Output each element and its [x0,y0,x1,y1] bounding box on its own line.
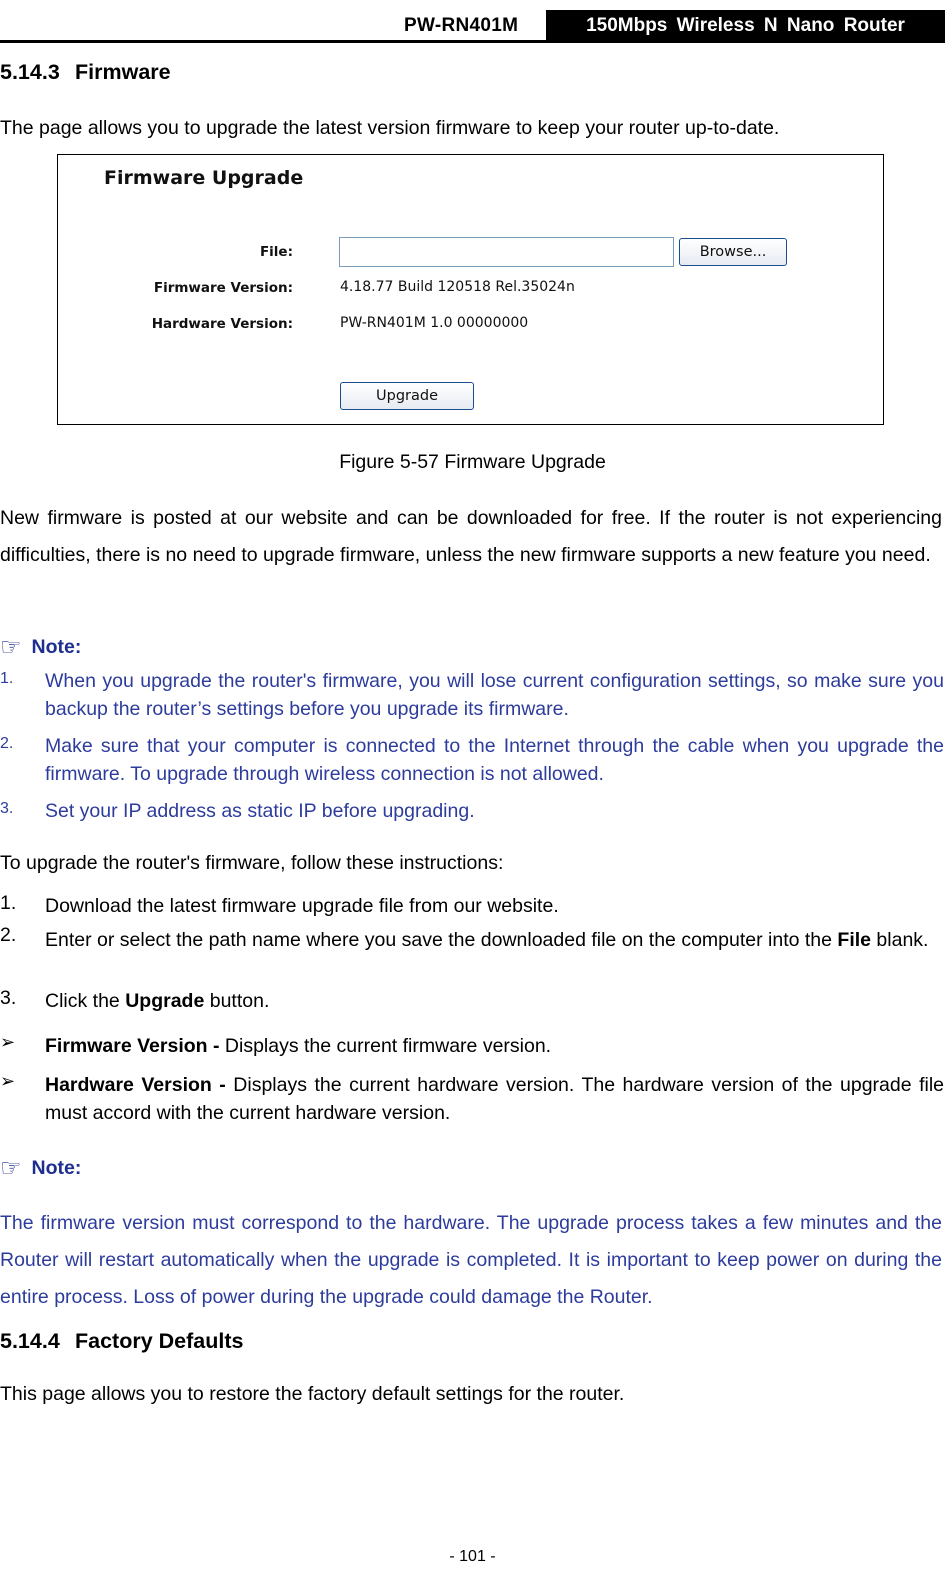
header-rule [0,40,945,43]
header-product: 150Mbps Wireless N Nano Router [546,10,945,41]
section-intro: This page allows you to restore the factory default settings for the router. [0,1383,625,1405]
file-emphasis: File [837,929,872,951]
hardware-version-value: PW-RN401M 1.0 00000000 [340,315,529,331]
upgrade-button[interactable]: Upgrade [340,382,474,410]
firmware-version-value: 4.18.77 Build 120518 Rel.35024n [340,279,575,295]
section-number: 5.14.4 [0,1329,60,1353]
section-heading-firmware [0,60,171,85]
paragraph-new-firmware: New firmware is posted at our website and can be downloaded for free. If the router is not experiencing difficulties, there is no need to upgrade firmware, unless the new firmware supports a new feature you need. [0,507,942,566]
hardware-version-label: Hardware Version: [151,316,293,332]
section-title: Factory Defaults [75,1329,244,1353]
note-paragraph: The firmware version must correspond to the hardware. The upgrade process takes a few minutes and the Router will restart automatically when the upgrade is completed. It is important to keep power on during the entire process. Loss of power during the upgrade could damage the Router. [0,1212,942,1308]
note-item-text: Make sure that your computer is connected to the Internet through the cable when you upgrade the firmware. To upgrade through wireless connection is not allowed. [45,735,944,785]
note-item-number: 1. [0,670,14,687]
instruction-step [0,892,944,920]
instruction-step [0,987,944,1015]
section-title: Firmware [75,60,171,84]
page-number: - 101 - [449,1548,496,1565]
instruction-step [0,924,944,957]
browse-button[interactable]: Browse... [679,238,787,266]
note-item-text: Set your IP address as static IP before upgrading. [45,800,475,822]
note-item [0,797,944,825]
definition-term: Firmware Version - [45,1035,225,1057]
arrow-bullet-icon: ➢ [0,1032,16,1052]
step-text: Download the latest firmware upgrade file from our website. [45,895,559,917]
definition-item [0,1032,944,1060]
step-text: Click the Upgrade button. [45,990,270,1012]
upgrade-emphasis: Upgrade [125,990,205,1012]
definition-text [45,1032,944,1060]
header-model: PW-RN401M [404,15,519,36]
step-number: 1. [0,892,17,914]
step-number: 2. [0,924,17,946]
note-heading-1 [0,633,81,662]
note-label: Note: [31,636,82,658]
note-item [0,732,944,788]
section-intro: The page allows you to upgrade the latest version firmware to keep your router up-to-date. [0,117,780,139]
section-number: 5.14.3 [0,60,60,84]
pointing-hand-icon: ☞ [0,634,22,661]
note-heading-2 [0,1154,81,1183]
step-text: Enter or select the path name where you save the downloaded file on the computer into the File blank. [45,929,929,951]
note-label: Note: [31,1157,82,1179]
definition-desc: Displays the current firmware version. [224,1035,552,1057]
step-number: 3. [0,987,17,1009]
definition-item [0,1071,944,1127]
definition-text [45,1071,944,1127]
note-item [0,667,944,723]
definition-desc: Displays the current hardware version. The hardware version of the upgrade file must accord with the current hardware version. [45,1074,945,1124]
arrow-bullet-icon: ➢ [0,1071,16,1091]
firmware-upgrade-screenshot [57,154,884,425]
note-item-number: 2. [0,735,14,752]
instructions-intro: To upgrade the router's firmware, follow these instructions: [0,852,504,874]
definition-term: Hardware Version - [45,1074,234,1096]
file-label: File: [259,244,293,260]
firmware-version-label: Firmware Version: [153,280,293,296]
note-item-number: 3. [0,800,14,817]
page-header [0,10,945,42]
section-heading-factory-defaults [0,1329,243,1354]
pointing-hand-icon: ☞ [0,1155,22,1182]
screenshot-title: Firmware Upgrade [104,167,304,189]
file-input[interactable] [339,237,674,267]
figure-caption: Figure 5-57 Firmware Upgrade [339,451,606,473]
note-item-text: When you upgrade the router's firmware, you will lose current configuration settings, so make sure you backup the router’s settings before you upgrade its firmware. [45,670,944,720]
